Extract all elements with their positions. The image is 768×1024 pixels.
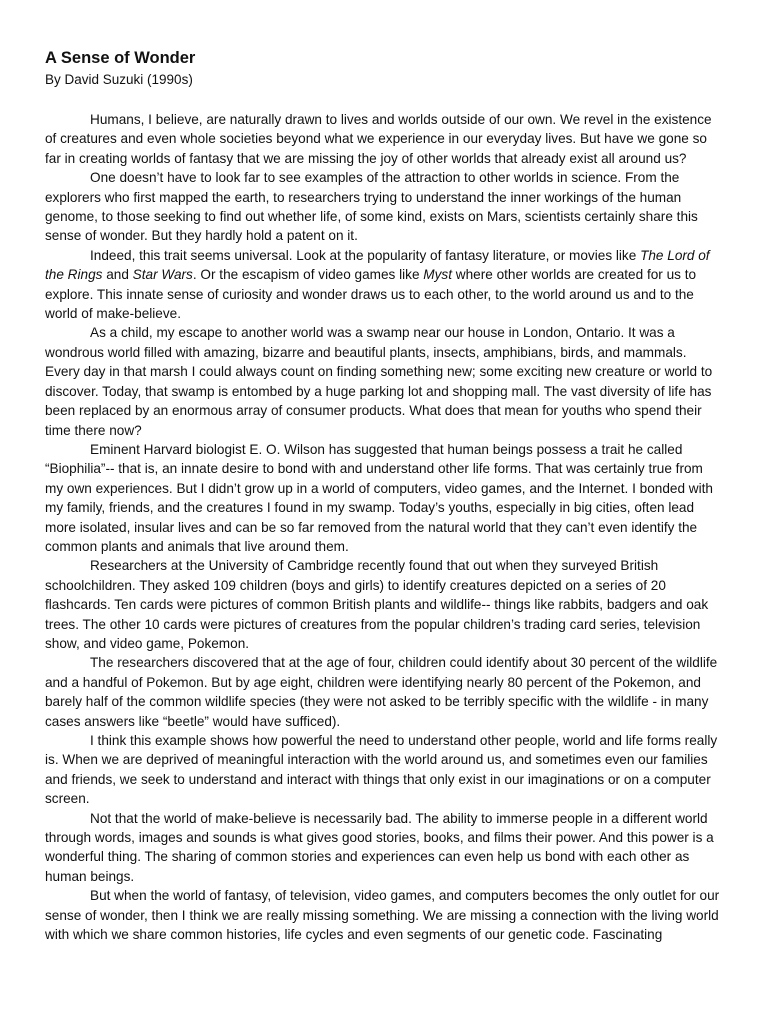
paragraph-9: Not that the world of make-believe is necessarily bad. The ability to immerse people in a different world through words, images and sounds is what gives good stories, books, and films their power. And this power is a wonderful thing. The sharing of common stories and experiences can even help us bond with each other as human beings. <box>45 810 714 884</box>
paragraph-10: But when the world of fantasy, of television, video games, and computers becomes the only outlet for our sense of wonder, then I think we are really missing something. We are missing a connection with the living world with which we share common histories, life cycles and even segments of our genetic code. Fascinating <box>45 888 720 943</box>
paragraph-3 <box>45 246 723 324</box>
paragraph-1: Humans, I believe, are naturally drawn to lives and worlds outside of our own. We revel in the existence of creatures and even whole societies beyond what we experience in our everyday lives. But have we gone so far in creating worlds of fantasy that we are missing the joy of other worlds that already exist all around us? <box>45 112 712 166</box>
paragraph-5: Eminent Harvard biologist E. O. Wilson has suggested that human beings possess a trait he called “Biophilia”-- that is, an innate desire to bond with and understand other life forms. That was certainly true from my own experiences. But I didn’t grow up in a world of computers, video games, and the Internet. I bonded with my family, friends, and the creatures I found in my swamp. Today’s youths, especially in big cities, often lead more isolated, insular lives and can be so far removed from the natural world that they can’t even identify the common plants and animals that live around them. <box>45 441 713 554</box>
paragraph-7: The researchers discovered that at the age of four, children could identify about 30 percent of the wildlife and a handful of Pokemon. But by age eight, children were identifying nearly 80 percent of the Pokemon, and barely half of the common wildlife species (they were not asked to be terribly specific with the wildlife - in many cases answers like “beetle” would have sufficed). <box>45 655 718 729</box>
document-byline: By David Suzuki (1990s) <box>45 72 193 87</box>
paragraph-2: One doesn’t have to look far to see examples of the attraction to other worlds in science. From the explorers who first mapped the earth, to researchers trying to understand the inner workings of the human genome, to those seeking to find out whether life, of some kind, exists on Mars, scientists certainly share this sense of wonder. But they hardly hold a patent on it. <box>45 170 698 244</box>
paragraph-3-text-2: and <box>102 267 133 283</box>
paragraph-8: I think this example shows how powerful the need to understand other people, world and life forms really is. When we are deprived of meaningful interaction with the world around us, and sometimes even our families and friends, we seek to understand and interact with things that only exist in our imaginations or on a computer screen. <box>45 733 718 807</box>
paragraph-3-text-3: . Or the escapism of video games like <box>192 267 424 283</box>
title-star-wars: Star Wars <box>132 267 193 283</box>
title-lord-of-the-rings: The Lord of the Rings <box>45 247 710 283</box>
paragraph-4: As a child, my escape to another world was a swamp near our house in London, Ontario. It was a wondrous world filled with amazing, bizarre and beautiful plants, insects, amphibians, birds, and mammals. Every day in that marsh I could always count on finding something new; some exciting new creature or world to discover. Today, that swamp is entombed by a huge parking lot and shopping mall. The vast diversity of life has been replaced by an enormous array of consumer products. What does that mean for youths who spend their time there now? <box>45 325 713 438</box>
title-myst: Myst <box>423 267 452 283</box>
document-body <box>45 110 723 944</box>
paragraph-3-text-4: where other worlds are created for us to explore. This innate sense of curiosity and wonder draws us to each other, to the world around us and to the world of make-believe. <box>45 267 697 322</box>
document-page <box>45 48 723 944</box>
paragraph-3-text-1: Indeed, this trait seems universal. Look at the popularity of fantasy literature, or movies like <box>90 247 641 263</box>
document-title: A Sense of Wonder <box>45 49 196 67</box>
paragraph-6: Researchers at the University of Cambridge recently found that out when they surveyed British schoolchildren. They asked 109 children (boys and girls) to identify creatures depicted on a series of 20 flashcards. Ten cards were pictures of common British plants and wildlife-- things like rabbits, badgers and oak trees. The other 10 cards were pictures of creatures from the popular children’s trading card series, television show, and video game, Pokemon. <box>45 558 709 651</box>
